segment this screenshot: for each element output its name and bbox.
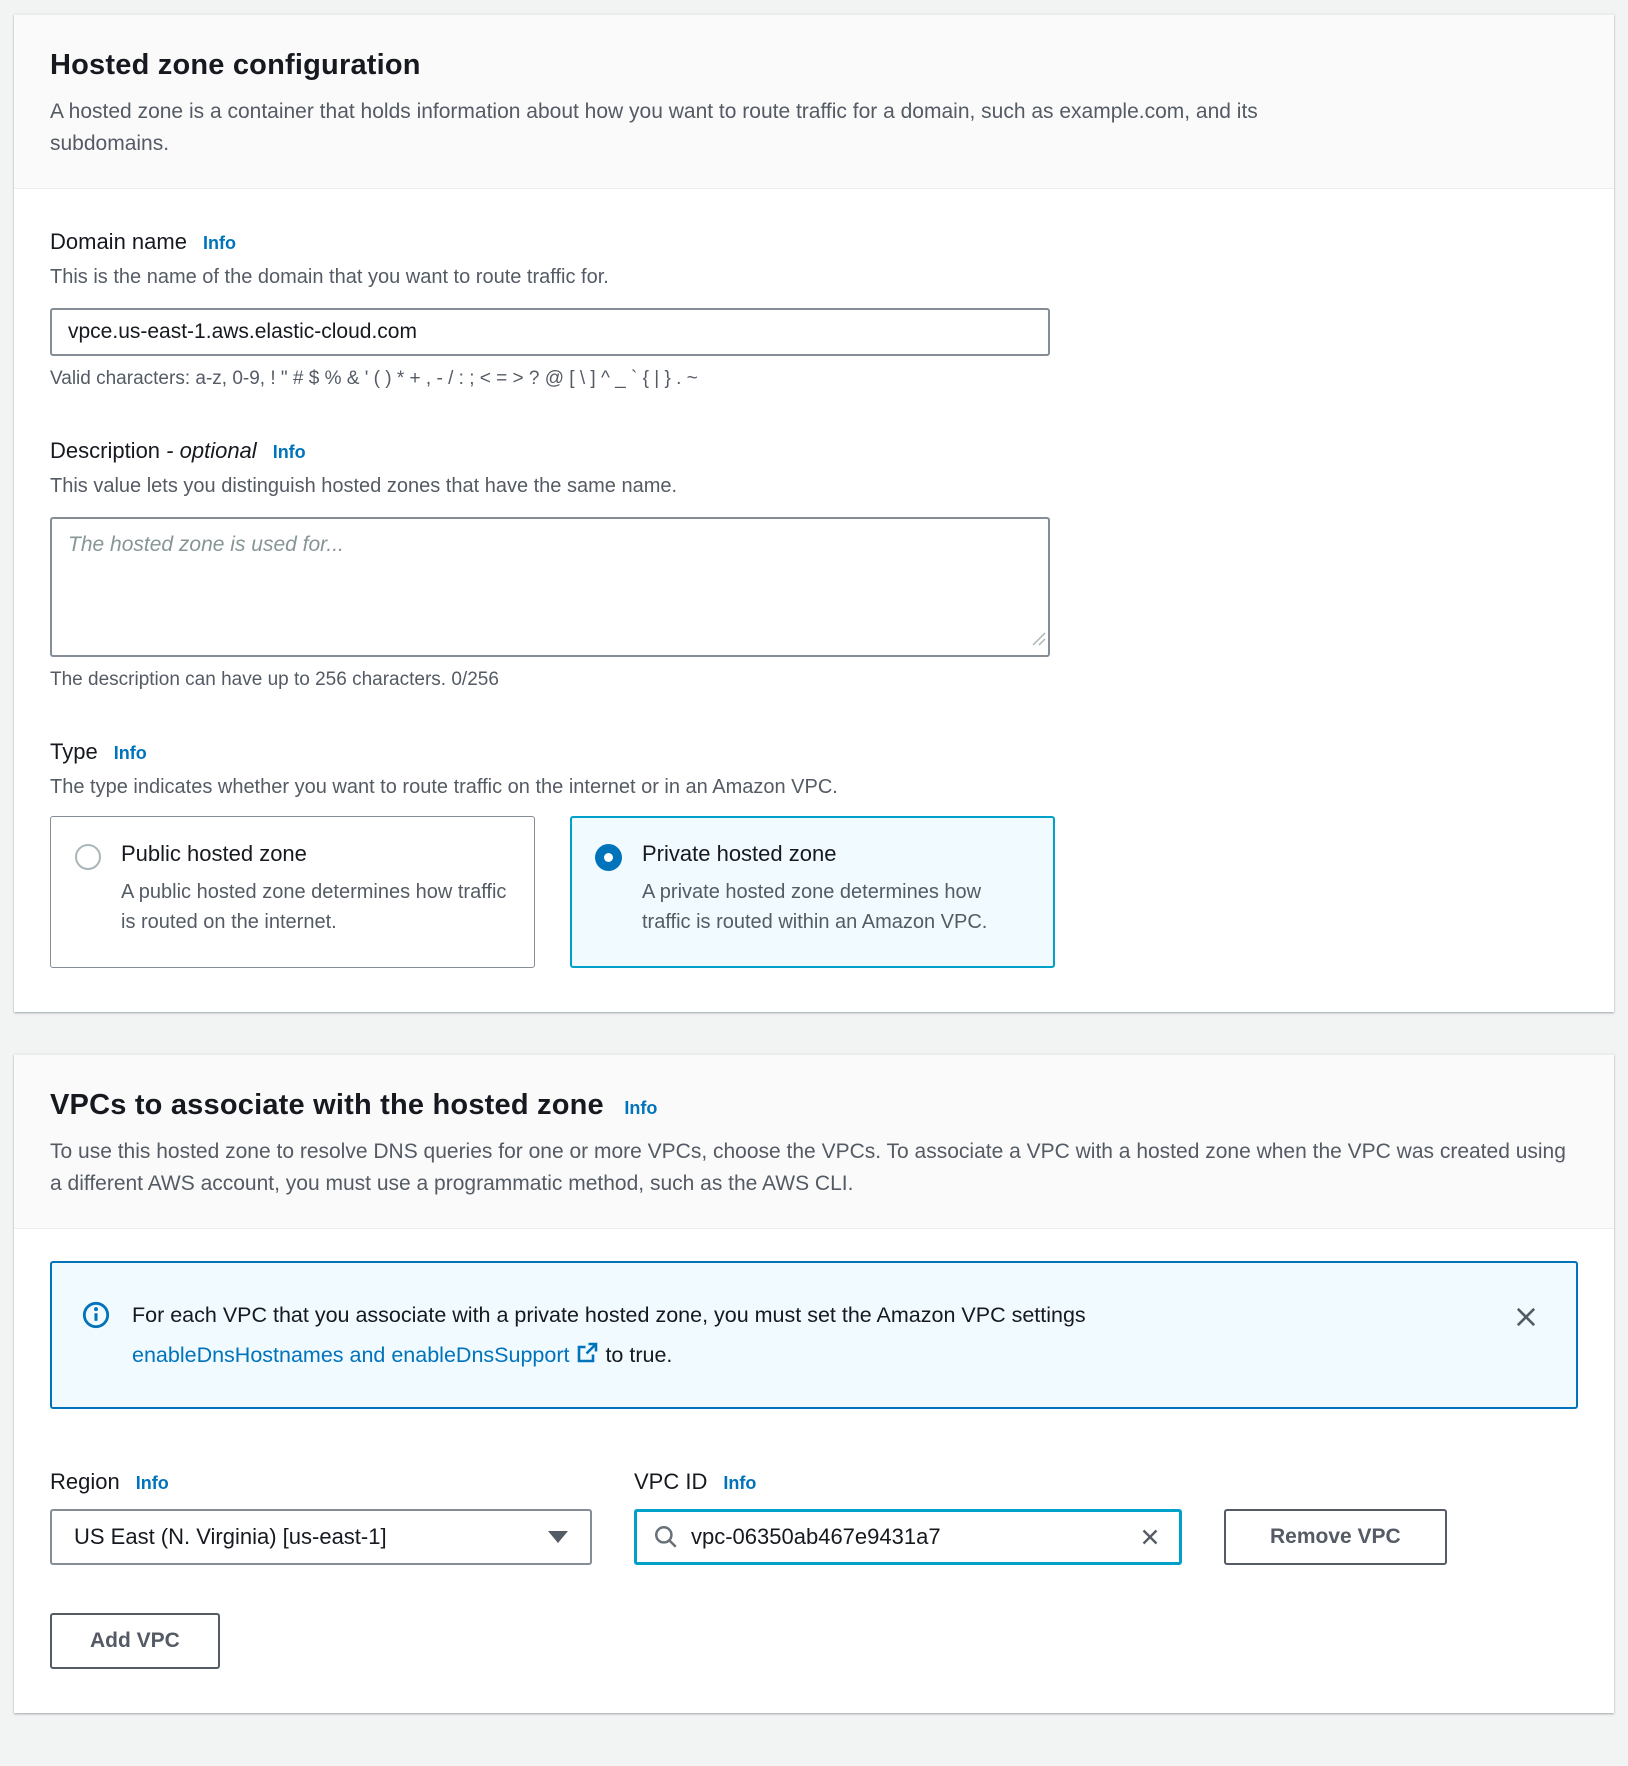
domain-name-hint: This is the name of the domain that you want to route traffic for. — [50, 266, 609, 288]
region-select[interactable] — [50, 1509, 592, 1565]
add-vpc-button[interactable]: Add VPC — [50, 1613, 220, 1669]
type-hint: The type indicates whether you want to route traffic on the internet or in an Amazon VPC. — [50, 776, 838, 798]
type-field — [50, 739, 1578, 968]
type-label: Type — [50, 739, 98, 764]
vpc-id-search-box — [634, 1509, 1182, 1565]
vpc-id-field — [634, 1469, 1182, 1565]
domain-name-input[interactable] — [50, 308, 1050, 356]
description-textarea[interactable] — [50, 517, 1050, 657]
vpc-association-row — [50, 1469, 1578, 1565]
banner-text-2: to true. — [605, 1343, 673, 1367]
external-link-icon — [575, 1341, 599, 1365]
hosted-zone-configuration-body — [14, 189, 1614, 1012]
remove-vpc-button[interactable]: Remove VPC — [1224, 1509, 1447, 1565]
domain-name-info-link[interactable]: Info — [202, 233, 236, 253]
description-field — [50, 438, 1578, 691]
panel-description: To use this hosted zone to resolve DNS queries for one or more VPCs, choose the VPCs. To associate a VPC with a hosted zone when the VPC was created using a different AWS account, you must use a programmatic method, such as the AWS CLI. — [50, 1140, 1566, 1195]
panel-title: VPCs to associate with the hosted zone — [50, 1089, 604, 1121]
private-option-title: Private hosted zone — [642, 841, 837, 866]
description-constraint: The description can have up to 256 characters. 0/256 — [50, 669, 499, 690]
banner-message — [132, 1295, 1282, 1375]
panel-title: Hosted zone configuration — [50, 49, 421, 81]
domain-name-field — [50, 229, 1578, 390]
enable-dns-settings-link[interactable]: enableDnsHostnames and enableDnsSupport — [132, 1343, 599, 1367]
private-hosted-zone-option[interactable] — [570, 816, 1055, 968]
hosted-zone-configuration-panel — [14, 14, 1614, 1012]
description-label: Description - optional — [50, 438, 257, 463]
hosted-zone-configuration-header — [14, 15, 1614, 189]
domain-name-constraint: Valid characters: a-z, 0-9, ! " # $ % & ' ( ) * + , - / : ; < = > ? @ [ \ ] ^ _ ` { | } . ~ — [50, 368, 698, 389]
private-hosted-zone-radio[interactable] — [595, 844, 622, 871]
type-info-link[interactable]: Info — [113, 743, 147, 763]
type-options — [50, 816, 1578, 968]
vpc-id-input[interactable] — [691, 1524, 1123, 1550]
region-field — [50, 1469, 592, 1565]
vpcs-associate-body — [14, 1229, 1614, 1713]
region-selected-value: US East (N. Virginia) [us-east-1] — [74, 1524, 387, 1549]
domain-name-label: Domain name — [50, 229, 187, 254]
optional-suffix: - optional — [166, 438, 257, 463]
public-option-description: A public hosted zone determines how traffic is routed on the internet. — [121, 881, 507, 933]
public-option-title: Public hosted zone — [121, 841, 307, 866]
description-hint: This value lets you distinguish hosted zones that have the same name. — [50, 475, 678, 497]
vpc-settings-info-banner — [50, 1261, 1578, 1409]
search-icon — [653, 1524, 679, 1550]
vpc-id-label: VPC ID — [634, 1469, 708, 1494]
vpcs-associate-panel — [14, 1054, 1614, 1713]
region-info-link[interactable]: Info — [135, 1473, 169, 1493]
public-hosted-zone-option[interactable] — [50, 816, 535, 968]
clear-input-icon[interactable] — [1135, 1522, 1165, 1552]
info-circle-icon — [82, 1301, 110, 1334]
close-icon[interactable] — [1508, 1299, 1544, 1338]
region-label: Region — [50, 1469, 120, 1494]
chevron-down-icon — [548, 1531, 568, 1543]
vpcs-associate-header — [14, 1055, 1614, 1229]
private-option-description: A private hosted zone determines how traffic is routed within an Amazon VPC. — [642, 881, 988, 933]
banner-text-1: For each VPC that you associate with a private hosted zone, you must set the Amazon VPC settings — [132, 1303, 1086, 1327]
vpc-id-info-link[interactable]: Info — [723, 1473, 757, 1493]
description-info-link[interactable]: Info — [272, 442, 306, 462]
panel-description: A hosted zone is a container that holds information about how you want to route traffic for a domain, such as example.com, and its subdomains. — [50, 100, 1258, 155]
vpcs-info-link[interactable]: Info — [624, 1098, 658, 1118]
public-hosted-zone-radio[interactable] — [75, 844, 101, 870]
